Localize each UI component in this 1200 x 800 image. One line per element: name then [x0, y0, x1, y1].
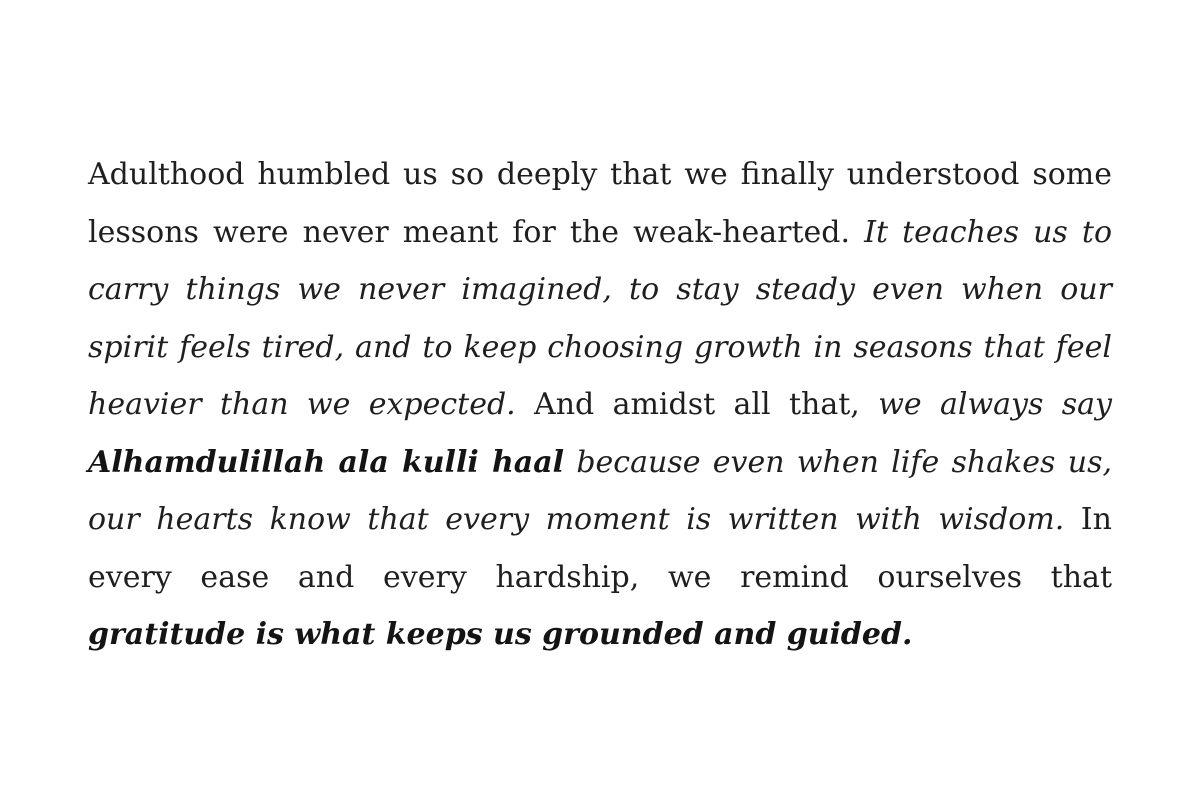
quote-segment-italic: we always say: [878, 387, 1112, 422]
quote-segment-regular: In every ease and every hardship, we remind ourselves that: [88, 502, 1112, 595]
quote-emphasis-gratitude: gratitude is what keeps us grounded and guided.: [88, 617, 913, 652]
quote-segment-italic: because even when life shakes us, our hearts know that every moment is written with wisdom.: [88, 444, 1112, 537]
quote-segment-italic: It teaches us to carry things we never imagined, to stay steady even when our spirit feels tired, and to keep choosing growth in seasons that feel heavier than we expected.: [88, 214, 1112, 422]
quote-segment-regular: And amidst all that,: [515, 387, 879, 422]
quote-paragraph: [88, 146, 1112, 664]
quote-emphasis-alhamdulillah: Alhamdulillah ala kulli haal: [88, 444, 565, 480]
quote-segment-regular: Adulthood humbled us so deeply that we finally understood some lessons were never meant for the weak-hearted.: [88, 157, 1112, 250]
